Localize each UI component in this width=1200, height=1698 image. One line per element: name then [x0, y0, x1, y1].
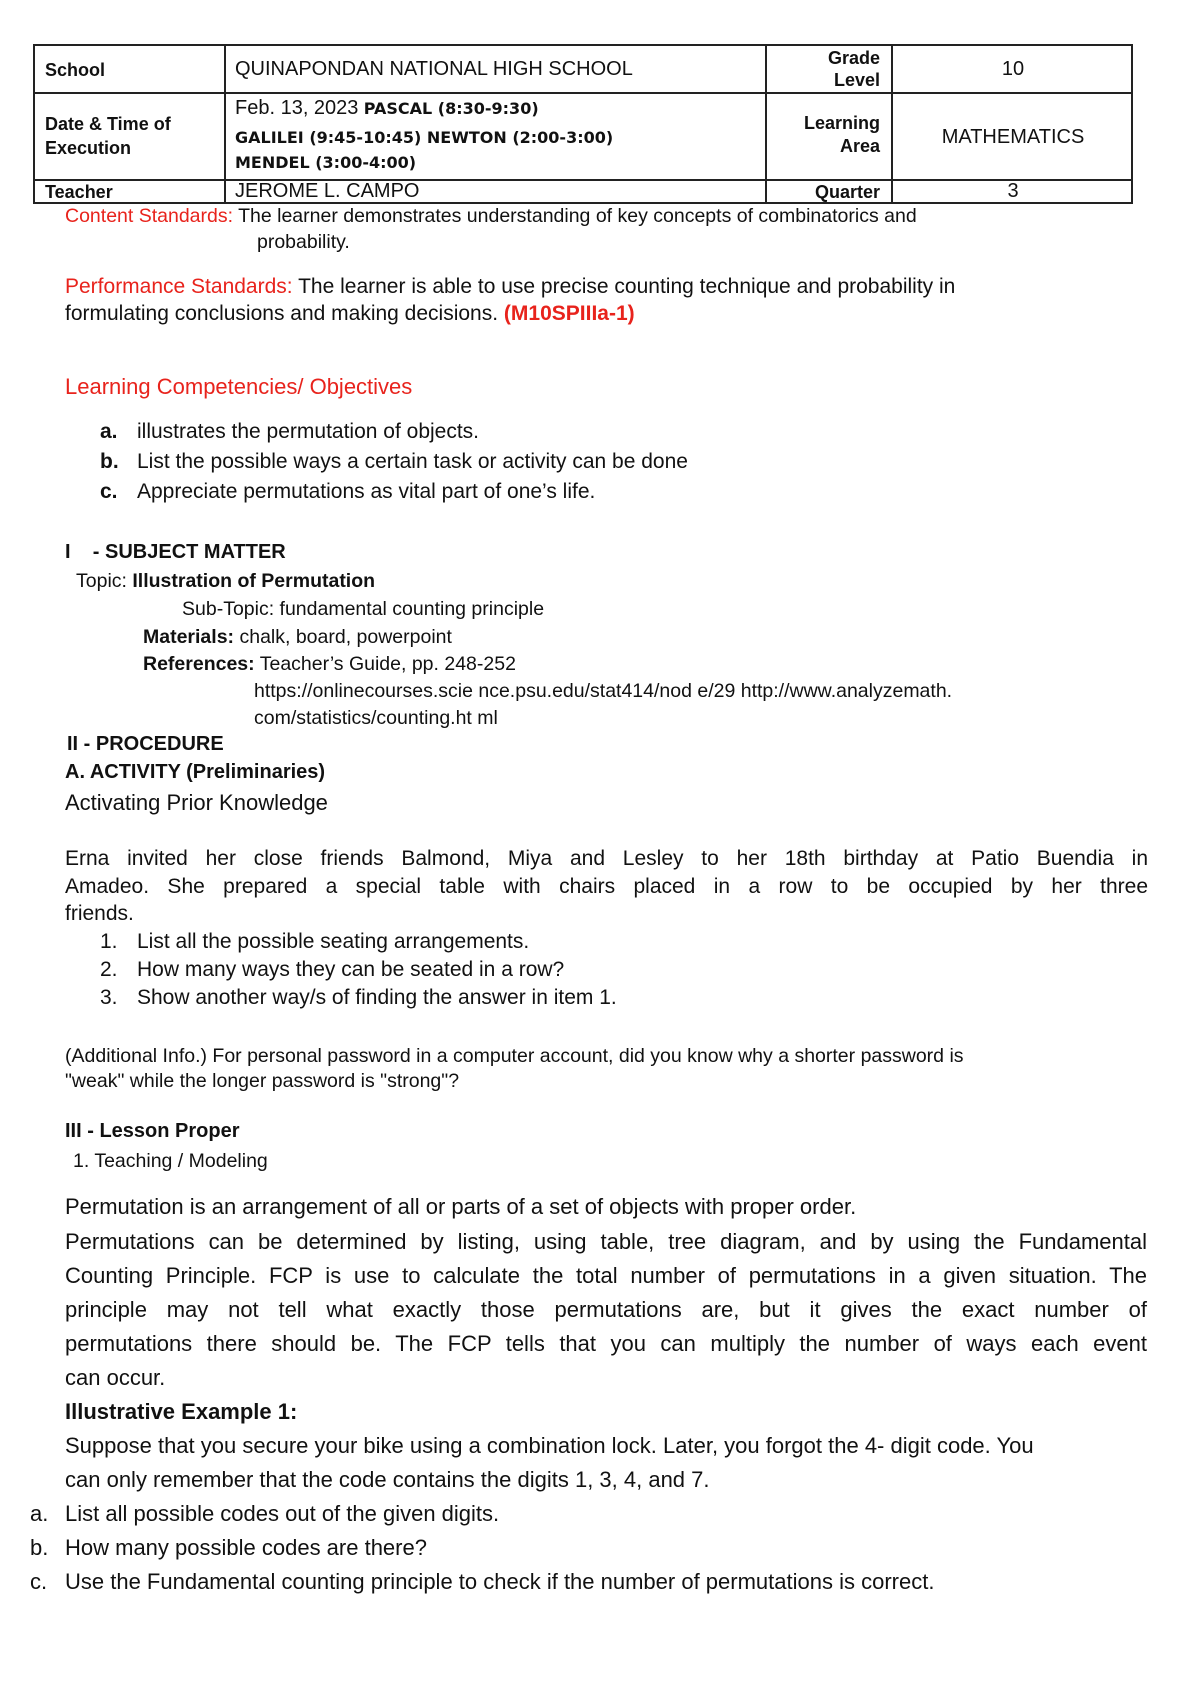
- activity-heading: A. ACTIVITY (Preliminaries): [65, 761, 326, 783]
- teacher-value: JEROME L. CAMPO: [235, 180, 420, 202]
- activity-subheading: Activating Prior Knowledge: [65, 790, 328, 815]
- area-value: MATHEMATICS: [941, 126, 1085, 148]
- story-line: friends.: [65, 902, 134, 925]
- objectives-list: [100, 418, 688, 508]
- objectives-heading: Learning Competencies/ Objectives: [65, 374, 413, 399]
- example-text-cont: can only remember that the code contains the digits 1, 3, 4, and 7.: [65, 1467, 710, 1492]
- content-standards: [65, 203, 917, 229]
- story-line: Amadeo. She prepared a special table with chairs placed in a row to be occupied by her three: [65, 875, 1148, 898]
- list-item: 3. Show another way/s of finding the answer in item 1.: [100, 986, 617, 1009]
- grade-value: 10: [1001, 58, 1025, 80]
- list-item: a. List all possible codes out of the given digits.: [30, 1501, 500, 1526]
- date-value: Feb. 13, 2023: [235, 97, 359, 119]
- permutation-definition: Permutation is an arrangement of all or parts of a set of objects with proper order.: [65, 1194, 857, 1219]
- questions-list: [100, 928, 617, 1012]
- grade-label-2: Level: [833, 70, 880, 90]
- class-schedule-mendel: MENDEL (3:00-4:00): [235, 153, 417, 172]
- competency-code: (M10SPIIIa-1): [503, 302, 635, 325]
- class-schedule-pascal: PASCAL (8:30-9:30): [363, 99, 539, 118]
- references: [143, 651, 516, 677]
- school-label: School: [45, 60, 106, 80]
- grade-label-1: Grade: [827, 48, 880, 68]
- topic: [76, 568, 375, 594]
- content-standards-text: The learner demonstrates understanding of key concepts of combinatorics and: [238, 205, 917, 227]
- content-standards-label: Content Standards:: [65, 205, 234, 227]
- header-table: [33, 44, 1133, 204]
- performance-standards-text: The learner is able to use precise counting technique and probability in: [298, 275, 956, 298]
- topic-label: Topic:: [76, 570, 127, 592]
- fcp-paragraph: Permutations can be determined by listing, using table, tree diagram, and by using the Fundamental Counting Principle. FCP is use to calculate the total number of permutations in a given situation. The principle may not tell what exactly those permutations are, but it gives the exact number of permutations there should be. The FCP tells that you can multiply the number of ways each event can occur.: [65, 1229, 1147, 1390]
- quarter-value: 3: [1007, 180, 1019, 202]
- example-heading: Illustrative Example 1:: [65, 1399, 298, 1424]
- class-schedule-galilei-newton: GALILEI (9:45-10:45) NEWTON (2:00-3:00): [235, 128, 614, 147]
- subject-matter-heading: I - SUBJECT MATTER: [65, 541, 286, 563]
- lesson-proper-subheading: 1. Teaching / Modeling: [73, 1150, 268, 1172]
- list-item: a. illustrates the permutation of objects.: [100, 420, 480, 443]
- date-label-2: Execution: [45, 138, 132, 158]
- materials-label: Materials:: [143, 626, 235, 648]
- area-label-2: Area: [839, 136, 880, 156]
- subtopic: Sub-Topic: fundamental counting principle: [182, 598, 545, 620]
- topic-value: Illustration of Permutation: [132, 570, 376, 592]
- reference-link[interactable]: https://onlinecourses.scie nce.psu.edu/stat414/nod e/29 http://www.analyzemath.: [254, 680, 953, 702]
- procedure-heading: II - PROCEDURE: [67, 733, 224, 755]
- list-item: b. List the possible ways a certain task or activity can be done: [100, 450, 688, 473]
- area-label-1: Learning: [803, 113, 880, 133]
- list-item: 1. List all the possible seating arrangements.: [100, 930, 530, 953]
- tasks-list: [30, 1497, 934, 1599]
- list-item: b. How many possible codes are there?: [30, 1535, 427, 1560]
- materials-value: chalk, board, powerpoint: [239, 626, 452, 648]
- additional-info-cont: "weak" while the longer password is "strong"?: [65, 1070, 460, 1092]
- example-text: Suppose that you secure your bike using a combination lock. Later, you forgot the 4- digit code. You: [65, 1433, 1034, 1458]
- date-label-1: Date & Time of: [45, 114, 171, 134]
- lesson-proper-heading: III - Lesson Proper: [65, 1120, 240, 1142]
- school-value: QUINAPONDAN NATIONAL HIGH SCHOOL: [235, 58, 633, 80]
- references-label: References:: [143, 653, 255, 675]
- story-line: Erna invited her close friends Balmond, Miya and Lesley to her 18th birthday at Patio Buendia in: [65, 847, 1148, 870]
- list-item: 2. How many ways they can be seated in a row?: [100, 958, 565, 981]
- list-item: c. Use the Fundamental counting principle to check if the number of permutations is correct.: [30, 1569, 935, 1594]
- materials: [143, 624, 452, 650]
- performance-standards-label: Performance Standards:: [65, 275, 293, 298]
- quarter-label: Quarter: [814, 182, 880, 202]
- teacher-label: Teacher: [45, 182, 113, 202]
- performance-standards: [65, 273, 955, 301]
- performance-standards-text-cont: formulating conclusions and making decisions.: [65, 302, 499, 325]
- list-item: c. Appreciate permutations as vital part of one’s life.: [100, 480, 596, 503]
- reference-link[interactable]: com/statistics/counting.ht ml: [254, 707, 498, 729]
- references-value: Teacher’s Guide, pp. 248-252: [259, 653, 516, 675]
- content-standards-text-cont: probability.: [257, 231, 350, 253]
- additional-info: (Additional Info.) For personal password in a computer account, did you know why a shorter password is: [65, 1045, 964, 1067]
